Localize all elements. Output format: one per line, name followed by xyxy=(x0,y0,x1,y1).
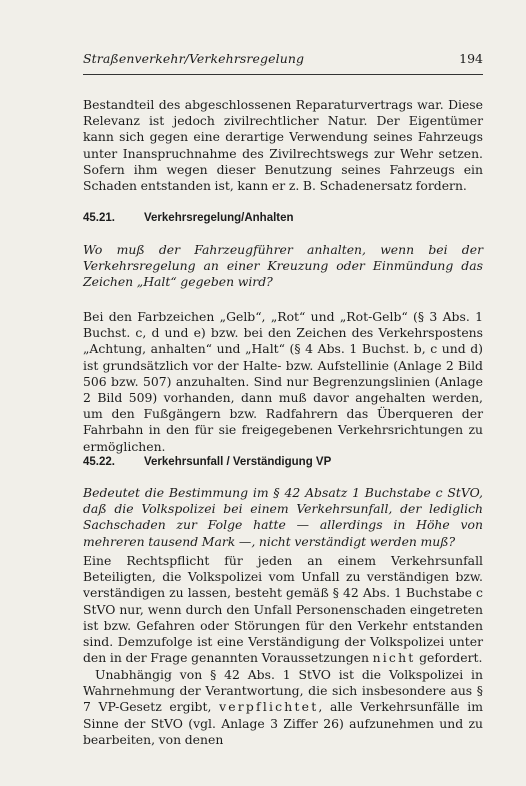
answer-text: Unabhängig von § 42 Abs. 1 StVO ist die Volkspolizei in Wahrnehmung der Verantwortung, die sich insbesondere aus § 7 VP-Gesetz ergibt, xyxy=(83,667,483,715)
section-heading-45-22 xyxy=(83,456,483,472)
answer-text: , alle Verkehrsunfälle im Sinne der StVO (vgl. Anlage 3 Ziffer 26) aufzunehmen und zu bearbeiten, von denen xyxy=(83,699,483,747)
question-45-22: Bedeutet die Bestimmung im § 42 Absatz 1 Buchstabe c StVO, daß die Volkspolizei bei einem Verkehrsunfall, der lediglich Sachschaden zur Folge hatte — allerdings in Höhe von mehreren tausend Mark —, nicht verständigt werden muß? xyxy=(83,485,483,549)
section-title: Verkehrsunfall / Verständigung VP xyxy=(144,456,332,468)
question-45-21: Wo muß der Fahrzeugführer anhalten, wenn bei der Verkehrsregelung an einer Kreuzung oder Einmündung das Zeichen „Halt“ gegeben wird? xyxy=(83,242,483,290)
section-heading-45-21 xyxy=(83,212,483,228)
running-title: Straßenverkehr/Verkehrsregelung xyxy=(83,51,305,66)
answer-45-22-part2 xyxy=(83,667,483,748)
paragraph-continuation: Bestandteil des abgeschlossenen Reparaturvertrags war. Diese Relevanz ist jedoch zivilrechtlicher Natur. Der Eigentümer kann sich gegen eine derartige Verwendung seines Fahrzeugs unter Inanspruchnahme des Zivilrechtswegs zur Wehr setzen. Sofern ihm wegen dieser Benutzung seines Fahrzeugs ein Schaden entstanden ist, kann er z. B. Schadenersatz fordern. xyxy=(83,97,483,194)
section-number: 45.21. xyxy=(83,212,115,224)
section-title: Verkehrsregelung/Anhalten xyxy=(144,212,294,224)
running-header xyxy=(83,51,483,71)
emphasized-word: verpflichtet xyxy=(219,699,319,715)
answer-45-21: Bei den Farbzeichen „Gelb“, „Rot“ und „Rot-Gelb“ (§ 3 Abs. 1 Buchst. c, d und e) bzw. bei den Zeichen des Verkehrspostens „Achtung, anhalten“ und „Halt“ (§ 4 Abs. 1 Buchst. b, c und d) ist grundsätzlich vor der Halte- bzw. Aufstellinie (Anlage 2 Bild 506 bzw. 507) anzuhalten. Sind nur Begrenzungslinien (Anlage 2 Bild 509) vorhanden, dann muß davor angehalten werden, um den Fußgängern bzw. Radfahrern das Überqueren der Fahrbahn in den für sie freigegebenen Verkehrsrichtungen zu ermöglichen. xyxy=(83,309,483,454)
answer-45-22-part1 xyxy=(83,553,483,666)
header-rule xyxy=(83,74,483,75)
emphasized-word: nicht xyxy=(372,650,416,666)
section-number: 45.22. xyxy=(83,456,115,468)
page-number: 194 xyxy=(459,51,483,66)
answer-text: gefordert. xyxy=(415,650,483,666)
answer-text: Eine Rechtspflicht für jeden an einem Verkehrsunfall Beteiligten, die Volkspolizei vom Unfall zu verständigen bzw. verständigen zu lassen, besteht gemäß § 42 Abs. 1 Buchstabe c StVO nur, wenn durch den Unfall Personenschaden eingetreten ist bzw. Gefahren oder Störungen für den Verkehr entstanden sind. Demzufolge ist eine Verständigung der Volkspolizei unter den in der Frage genannten Voraussetzungen xyxy=(83,553,483,666)
